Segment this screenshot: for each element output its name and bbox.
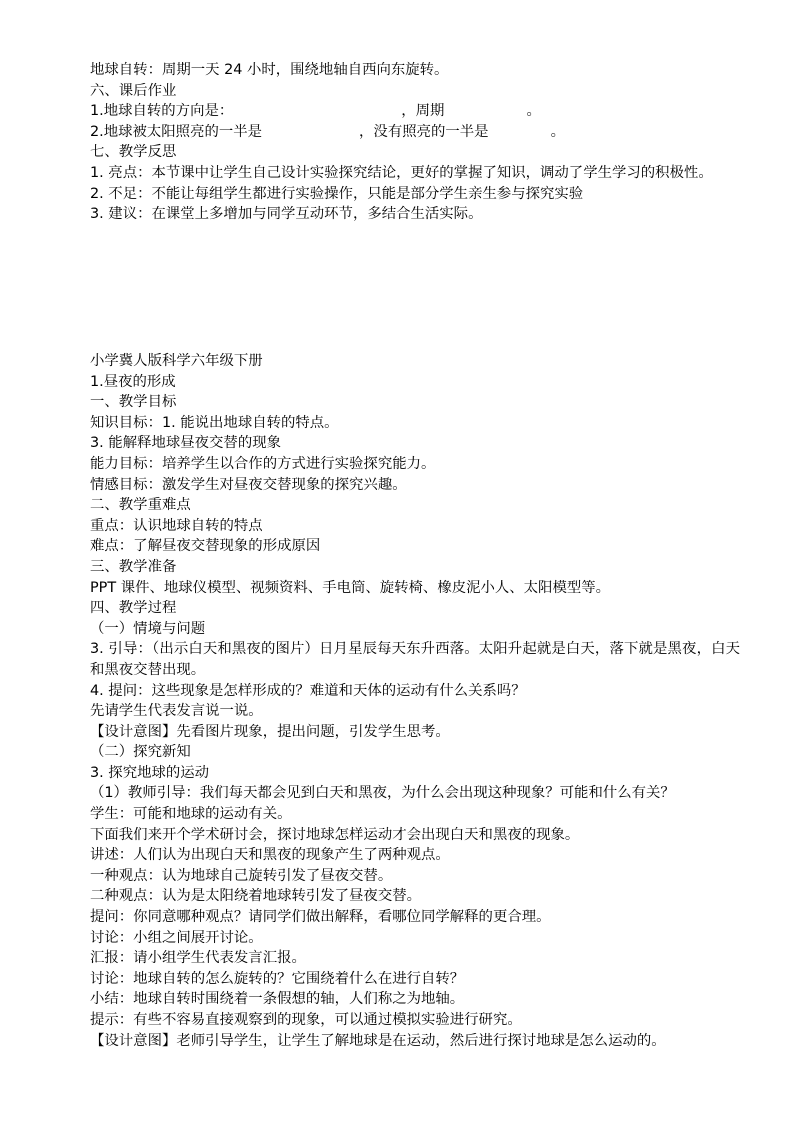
book-title: 小学冀人版科学六年级下册 (90, 353, 263, 369)
design-intent-2: 【设计意图】老师引导学生，让学生了解地球是在运动，然后进行探讨地球是怎么运动的。 (90, 1032, 666, 1049)
teacher-guide: （1）教师引导：我们每天都会见到白天和黑夜，为什么会出现这种现象？可能和什么有关？ (90, 785, 675, 802)
reflection-heading: 七、教学反思 (90, 144, 177, 161)
student-answer: 学生：可能和地球的运动有关。 (90, 806, 292, 823)
view-two: 二种观点：认为是太阳绕着地球转引发了昼夜交替。 (90, 888, 421, 905)
hw2-part-c: 。 (550, 123, 565, 140)
discuss-line-2: 讨论：地球自转的怎么旋转的？它围绕着什么在进行自转？ (90, 970, 465, 987)
question-line: 提问：你同意哪种观点？请同学们做出解释，看哪位同学解释的更合理。 (90, 909, 551, 926)
heading-goals: 一、教学目标 (90, 394, 177, 411)
difficult-point: 难点：了解昼夜交替现象的形成原因 (90, 538, 321, 555)
explore-title: 3. 探究地球的运动 (90, 764, 210, 781)
discuss-line: 讨论：小组之间展开讨论。 (90, 929, 263, 946)
hw1-part-b: ，周期 (401, 103, 445, 120)
explain-line: 讲述：人们认为出现白天和黑夜的现象产生了两种观点。 (90, 847, 450, 864)
rotation-summary: 地球自转：周期一天 24 小时，围绕地轴自西向东旋转。 (90, 62, 449, 78)
hw1-part-c: 。 (526, 103, 541, 120)
heading-key-points: 二、教学重难点 (90, 497, 191, 514)
summary-line: 小结：地球自转时围绕着一条假想的轴，人们称之为地轴。 (90, 991, 465, 1008)
preparation-list: PPT 课件、地球仪模型、视频资料、手电筒、旋转椅、橡皮泥小人、太阳模型等。 (90, 579, 611, 596)
hw2-part-a: 2.地球被太阳照亮的一半是 (90, 123, 263, 140)
subheading-explore: （二）探究新知 (90, 744, 191, 761)
ask-question: 4. 提问：这些现象是怎样形成的？难道和天体的运动有什么关系吗？ (90, 682, 526, 699)
hw1-part-a: 1.地球自转的方向是： (90, 103, 234, 120)
homework-question-2 (90, 122, 740, 143)
goal-ability: 能力目标：培养学生以合作的方式进行实验探究能力。 (90, 455, 436, 472)
subheading-situation: （一）情境与问题 (90, 620, 206, 637)
main-section (90, 351, 740, 1051)
hw2-part-b: ，没有照亮的一半是 (359, 123, 489, 140)
view-one: 一种观点：认为地球自己旋转引发了昼夜交替。 (90, 867, 393, 884)
tip-line: 提示：有些不容易直接观察到的现象，可以通过模拟实验进行研究。 (90, 1012, 522, 1028)
goal-knowledge: 知识目标：1. 能说出地球自转的特点。 (90, 414, 339, 431)
intro-paragraph: 3. 引导：（出示白天和黑夜的图片）日月星辰每天东升西落。太阳升起就是白天，落下就是黑夜，白天和黑夜交替出现。 (90, 641, 740, 678)
goal-emotion: 情感目标：激发学生对昼夜交替现象的探究兴趣。 (90, 476, 407, 493)
ask-followup: 先请学生代表发言说一说。 (90, 703, 263, 720)
seminar-line: 下面我们来开个学术研讨会，探讨地球怎样运动才会出现白天和黑夜的现象。 (90, 826, 580, 843)
homework-heading: 六、课后作业 (90, 82, 177, 99)
key-point: 重点：认识地球自转的特点 (90, 517, 263, 534)
heading-process: 四、教学过程 (90, 600, 177, 617)
homework-question-1 (90, 101, 740, 122)
heading-preparation: 三、教学准备 (90, 558, 177, 575)
report-line: 汇报：请小组学生代表发言汇报。 (90, 950, 306, 967)
lesson-title: 1.昼夜的形成 (90, 373, 176, 390)
top-section (90, 60, 740, 225)
reflection-1: 1. 亮点：本节课中让学生自己设计实验探究结论，更好的掌握了知识，调动了学生学习的积极性。 (90, 164, 713, 181)
goal-knowledge-2: 3. 能解释地球昼夜交替的现象 (90, 435, 281, 452)
reflection-3: 3. 建议：在课堂上多增加与同学互动环节，多结合生活实际。 (90, 206, 483, 223)
reflection-2: 2. 不足：不能让每组学生都进行实验操作，只能是部分学生亲生参与探究实验 (90, 185, 584, 202)
design-intent-1: 【设计意图】先看图片现象，提出问题，引发学生思考。 (90, 723, 450, 740)
